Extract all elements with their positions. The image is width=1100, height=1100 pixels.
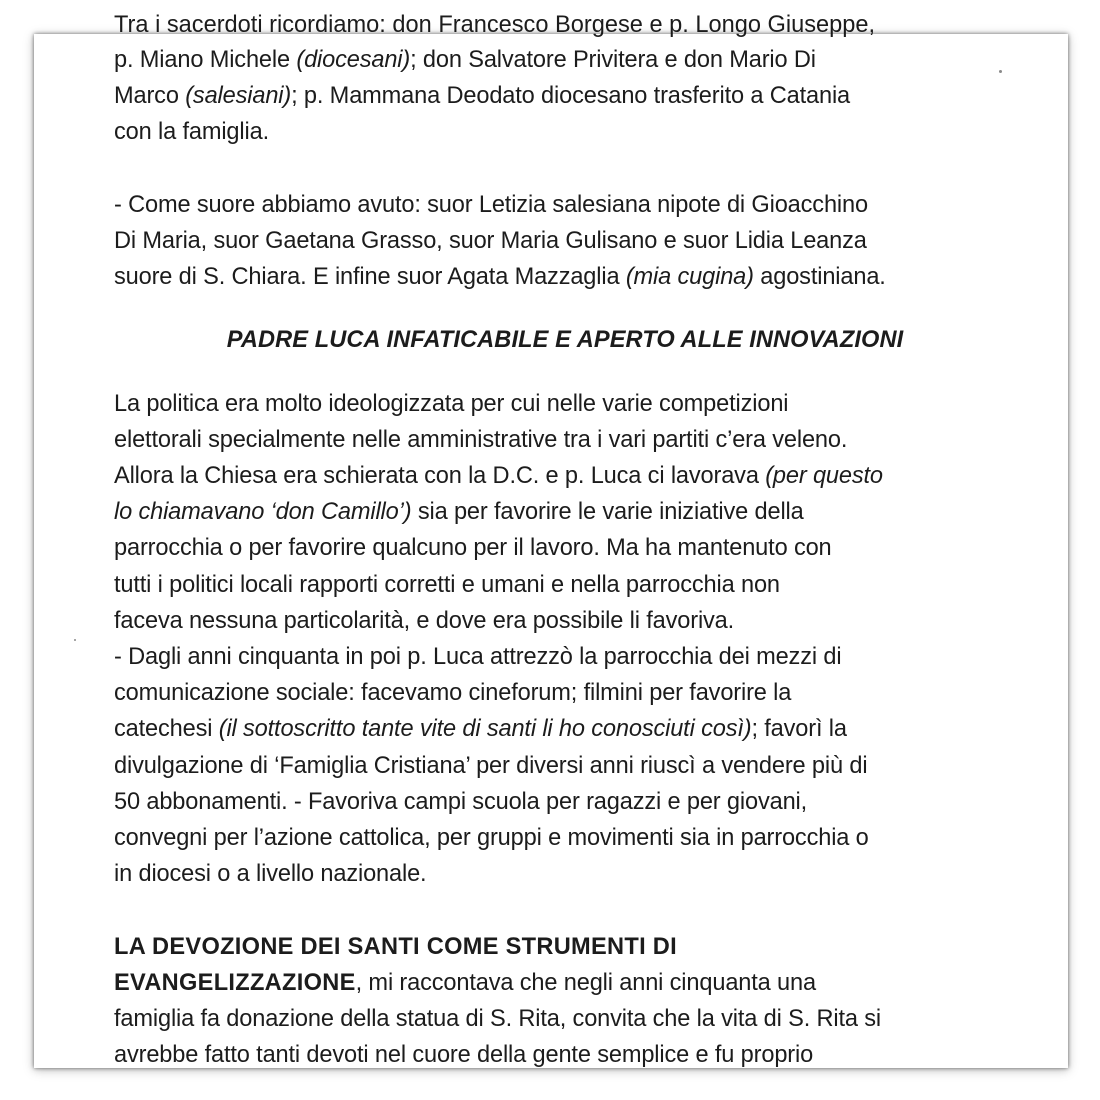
text-line: avrebbe fatto tanti devoti nel cuore della gente semplice e fu proprio: [114, 1042, 814, 1069]
text-line: 50 abbonamenti. - Favoriva campi scuola per ragazzi e per giovani,: [114, 788, 808, 815]
scan-speck: [999, 70, 1002, 73]
inline-heading-evangelizzazione: EVANGELIZZAZIONE: [114, 969, 356, 996]
text-line: parrocchia o per favorire qualcuno per il lavoro. Ma ha mantenuto con: [114, 535, 832, 562]
text-line: faceva nessuna particolarità, e dove era possibile li favoriva.: [114, 607, 735, 634]
cut-off-top-line: Tra i sacerdoti ricordiamo: don Francesco Borgese e p. Longo Giuseppe,: [114, 12, 876, 38]
text-line: La politica era molto ideologizzata per cui nelle varie competizioni: [114, 390, 789, 417]
text-line: Allora la Chiesa era schierata con la D.C. e p. Luca ci lavorava (per questo: [114, 463, 883, 490]
text-line: comunicazione sociale: facevamo cineforum; filmini per favorire la: [114, 680, 792, 707]
section-heading-devozione: LA DEVOZIONE DEI SANTI COME STRUMENTI DI: [114, 933, 677, 960]
text-line: convegni per l’azione cattolica, per gruppi e movimenti sia in parrocchia o: [114, 825, 869, 852]
paragraph-politics: [114, 386, 1014, 893]
text-line: suore di S. Chiara. E infine suor Agata Mazzaglia (mia cugina) agostiniana.: [114, 264, 886, 291]
document-page: [34, 12, 1068, 1069]
text-line: p. Miano Michele (diocesani); don Salvatore Privitera e don Mario Di: [114, 47, 816, 73]
text-line: divulgazione di ‘Famiglia Cristiana’ per diversi anni riuscì a vendere più di: [114, 752, 868, 779]
text-line: in diocesi o a livello nazionale.: [114, 861, 427, 888]
text-line: tutti i politici locali rapporti corretti e umani e nella parrocchia non: [114, 571, 780, 598]
text-line: - Dagli anni cinquanta in poi p. Luca attrezzò la parrocchia dei mezzi di: [114, 644, 842, 671]
text-line: EVANGELIZZAZIONE, mi raccontava che negli anni cinquanta una: [114, 969, 816, 996]
scan-speck: [74, 639, 76, 641]
document-body: [114, 42, 1014, 1073]
text-line: Di Maria, suor Gaetana Grasso, suor Maria Gulisano e suor Lidia Leanza: [114, 228, 867, 254]
text-line: Marco (salesiani); p. Mammana Deodato diocesano trasferito a Catania: [114, 83, 851, 110]
text-line: famiglia fa donazione della statua di S. Rita, convita che la vita di S. Rita si: [114, 1006, 882, 1033]
text-line: lo chiamavano ‘don Camillo’) sia per favorire le varie iniziative della: [114, 499, 804, 526]
paragraph-devotion: [114, 929, 1014, 1074]
paragraph-nuns: [114, 187, 1014, 296]
text-line: catechesi (il sottoscritto tante vite di santi li ho conosciuti così); favorì la: [114, 716, 847, 743]
paragraph-priests: [114, 42, 1014, 151]
text-line: - Come suore abbiamo avuto: suor Letizia salesiana nipote di Gioacchino: [114, 191, 868, 218]
text-line: con la famiglia.: [114, 119, 269, 146]
text-line: elettorali specialmente nelle amministrative tra i vari partiti c’era veleno.: [114, 426, 848, 453]
section-heading-padre-luca: PADRE LUCA INFATICABILE E APERTO ALLE INNOVAZIONI: [226, 327, 904, 354]
